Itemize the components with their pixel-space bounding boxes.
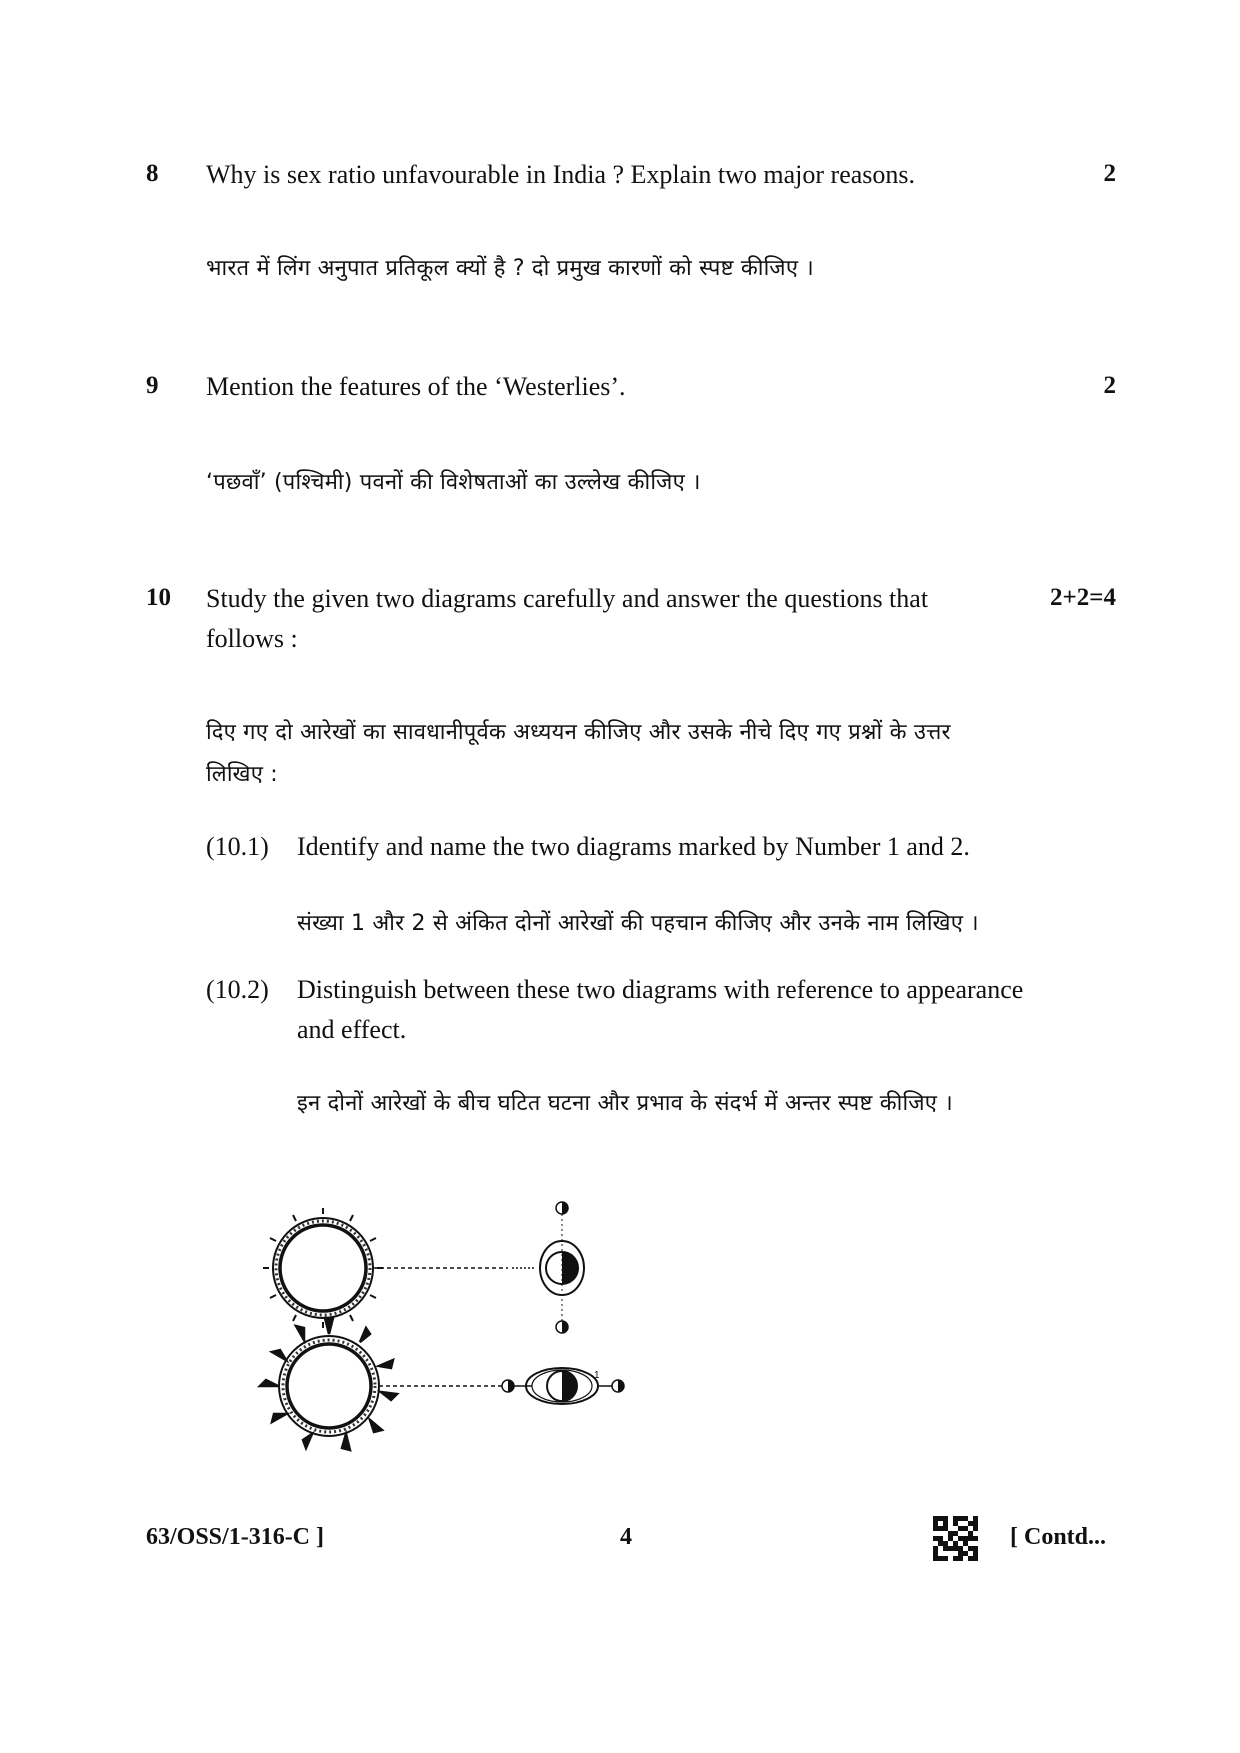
diagram-2 [260, 1318, 624, 1450]
subpart-10-2-text-hi: इन दोनों आरेखों के बीच घटित घटना और प्रभाव के संदर्भ में अन्तर स्पष्ट कीजिए । [297, 1091, 953, 1116]
question-8-marks: 2 [1103, 160, 1116, 187]
moon-icon [556, 1321, 568, 1333]
question-9-marks: 2 [1103, 372, 1116, 399]
diagram-1 [263, 1202, 584, 1333]
tide-diagrams [250, 1200, 650, 1460]
question-8-text-en: Why is sex ratio unfavourable in India ? Explain two major reasons. [206, 160, 916, 189]
question-10-text-hi-line1: दिए गए दो आरेखों का सावधानीपूर्वक अध्ययन कीजिए और उसके नीचे दिए गए प्रश्नों के उत्तर [206, 720, 951, 745]
diagram-marker-1: 1 [594, 1370, 600, 1381]
qr-code-icon [933, 1516, 978, 1561]
contd-label: [ Contd... [1010, 1524, 1107, 1550]
subpart-10-2-label: (10.2) [206, 975, 269, 1004]
question-10-text-en-line1: Study the given two diagrams carefully and answer the questions that [206, 584, 929, 613]
moon-icon [502, 1380, 514, 1392]
subpart-10-2-text-en-line2: and effect. [297, 1015, 407, 1044]
question-10-number: 10 [146, 584, 171, 611]
moon-icon [556, 1202, 568, 1214]
subpart-10-1-label: (10.1) [206, 832, 269, 861]
question-10-marks: 2+2=4 [1050, 584, 1116, 611]
sun-icon [263, 1208, 383, 1328]
question-10-text-hi-line2: लिखिए : [206, 762, 278, 787]
question-9-text-hi: ‘पछवाँ’ (पश्चिमी) पवनों की विशेषताओं का उल्लेख कीजिए । [206, 470, 701, 495]
page-number: 4 [620, 1524, 632, 1550]
moon-icon [612, 1380, 624, 1392]
question-8-text-hi: भारत में लिंग अनुपात प्रतिकूल क्यों है ? दो प्रमुख कारणों को स्पष्ट कीजिए । [206, 256, 814, 281]
subpart-10-1-text-en: Identify and name the two diagrams marked by Number 1 and 2. [297, 832, 970, 861]
question-9-number: 9 [146, 372, 159, 399]
paper-code: 63/OSS/1-316-C ] [146, 1524, 325, 1550]
question-10-text-en-line2: follows : [206, 624, 298, 653]
subpart-10-1-text-hi: संख्या 1 और 2 से अंकित दोनों आरेखों की पहचान कीजिए और उनके नाम लिखिए । [297, 911, 979, 936]
subpart-10-2-text-en-line1: Distinguish between these two diagrams with reference to appearance [297, 975, 1024, 1004]
earth-icon [526, 1368, 598, 1404]
question-8-number: 8 [146, 160, 159, 187]
sun-icon [260, 1318, 397, 1450]
question-9-text-en: Mention the features of the ‘Westerlies’. [206, 372, 626, 401]
